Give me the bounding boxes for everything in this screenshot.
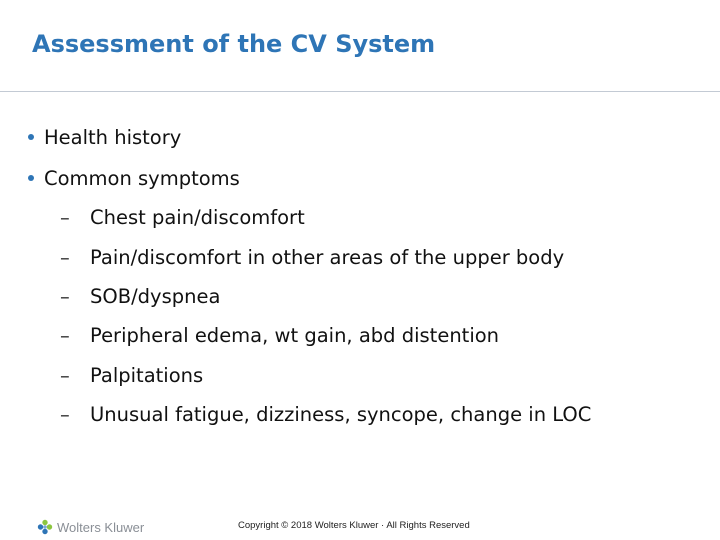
bullet-icon [28,134,34,140]
slide-title: Assessment of the CV System [32,30,436,58]
dash-icon: – [60,285,70,308]
sub-bullet-item [60,206,305,230]
bullet-icon [28,175,34,181]
sub-bullet-text: Palpitations [90,364,204,387]
dash-icon: – [60,403,70,426]
sub-bullet-item [60,324,499,348]
dash-icon: – [60,206,70,229]
bullet-item [28,126,181,150]
dash-icon: – [60,324,70,347]
sub-bullet-text: Pain/discomfort in other areas of the upper body [90,246,565,269]
bullet-text: Health history [44,126,182,149]
sub-bullet-text: Chest pain/discomfort [90,206,305,229]
sub-bullet-text: Unusual fatigue, dizziness, syncope, change in LOC [90,403,592,426]
sub-bullet-text: SOB/dyspnea [90,285,221,308]
logo-text: Wolters Kluwer [57,519,145,535]
bullet-text: Common symptoms [44,167,240,190]
wolters-kluwer-logo [36,518,144,536]
sub-bullet-item [60,403,591,427]
sub-bullet-item [60,285,220,309]
copyright-text: Copyright © 2018 Wolters Kluwer · All Rights Reserved [238,520,470,531]
sub-bullet-item [60,246,564,270]
sub-bullet-text: Peripheral edema, wt gain, abd distention [90,324,500,347]
sub-bullet-item [60,364,203,388]
logo-mark-icon [36,518,54,536]
dash-icon: – [60,364,70,387]
bullet-item [28,167,240,191]
dash-icon: – [60,246,70,269]
